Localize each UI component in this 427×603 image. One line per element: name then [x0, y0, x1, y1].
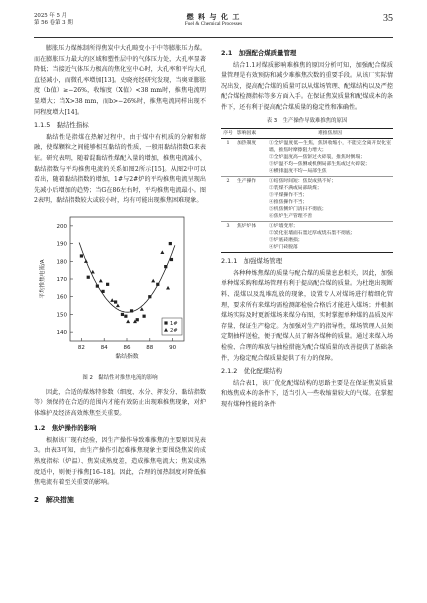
figure-caption: 图 2 黏结性对推焦电流的影响	[82, 374, 158, 381]
data-point-1	[156, 283, 159, 286]
row-reasons	[267, 139, 393, 177]
table-header: 影响因素	[235, 129, 267, 139]
table-header: 序号	[221, 129, 235, 139]
table-header: 难推焦原因	[267, 129, 393, 139]
table-3	[221, 128, 393, 253]
y-tick-label: 140	[56, 330, 67, 337]
data-point-2	[126, 319, 130, 323]
legend-label: 2#	[170, 327, 178, 334]
y-tick-label: 150	[56, 312, 67, 319]
section-heading: 1.2 焦炉操作的影响	[34, 424, 97, 433]
data-point-1	[170, 258, 173, 261]
section-heading: 2 解决措施	[34, 495, 74, 504]
reason-item: ④推焦操作不当；	[269, 200, 308, 206]
data-point-1	[80, 254, 83, 257]
section-heading: 2.1.2 优化配煤结构	[221, 367, 282, 376]
data-point-2	[91, 270, 95, 274]
data-point-2	[99, 279, 103, 283]
data-point-1	[121, 313, 124, 316]
y-tick-label: 200	[56, 223, 67, 230]
data-point-1	[106, 283, 109, 286]
page-number: 35	[383, 13, 393, 24]
section-heading: 1.1.5 黏结性指标	[34, 121, 89, 130]
paragraph: 因此，合适的煤炼特参数（细度、水分、挥发分、黏结指数等）须保持在合适的范围内才能有效防止出现难推焦现象，对炉体维护及经济高效炼焦至关重要。	[34, 388, 206, 417]
x-tick-label: 90	[169, 344, 177, 351]
paragraph: 各种种炼焦煤的质量与配合煤的质量息息相关，因此，加强单种煤采购和煤场管理有利于提高配合煤的质量。为杜绝出现断料、混煤以及乱堆乱放的现象，设置专人对煤场进行精细化管理，要求所有来煤均需检测部检验合格后才能进入煤场；并根据煤场实际及时更新煤场来煤分布图，实时掌握单种煤的品质及库存量，保证生产稳定。为加强对生产的指导性，煤场管理人员须定期抽样送检，便于配煤人员了解各煤种的质量。通过来煤入场检验、合理的堆放与抽检措施为配合煤质量的改善提供了基础条件，为稳定配合煤质量提供了有力的保障。	[221, 269, 393, 362]
y-tick-label: 190	[56, 241, 67, 248]
header-date: 2025 年 5 月	[34, 13, 68, 19]
data-point-1	[87, 276, 90, 279]
journal-title-en: Fuel & Chemical Processes	[184, 21, 243, 27]
reason-item: ⑥焦炉生产管理不善	[269, 214, 313, 220]
x-tick-label: 88	[146, 344, 154, 351]
data-point-2	[160, 250, 164, 254]
reason-item: ②全炉温度高—焦饼过火碎裂，推焦时倒塌；	[269, 155, 365, 161]
journal-title-cn: 燃 料 与 化 工	[186, 12, 241, 21]
page-header	[34, 12, 393, 38]
data-point-2	[110, 298, 114, 302]
paragraph: 结合表1，该厂优化配煤结构的思路主要是在保证焦炭质量和炼焦成本的条件下，适当引入一些收缩量较大的气煤。在掌握现有煤种性能的条件	[221, 379, 393, 408]
data-point-1	[136, 318, 139, 321]
reason-item: ③炉底砖磨损；	[269, 238, 303, 244]
paragraph: 结合1.1对煤质影响难推焦的原因分析可知，加强配合煤质量管理是有效预防和减少难推焦次数的重要手段。从该厂实际情况出发，提高配合煤的质量可以从煤场管理、配煤结构以及严控配合煤检测指标等多方面入手。在保证焦炭质量和配煤成本的条件下，还有利于提高配合煤质量的稳定性和准确性。	[221, 61, 393, 111]
section-heading: 2.1 加强配合煤质量管理	[221, 49, 297, 57]
reason-item: ②装煤不满或局部缺煤；	[269, 186, 322, 192]
reason-item: ④炉门砖脱落	[269, 245, 298, 251]
x-tick-label: 86	[123, 344, 131, 351]
header-issue: 第 56 卷第 3 期	[34, 20, 73, 26]
reason-item: ⑤机焦侧炉门清扫不彻底；	[269, 207, 327, 213]
data-point-1	[96, 284, 99, 287]
row-factor: 加热制度	[237, 141, 257, 147]
table-caption: 表 3 生产操作导致难推焦的原因	[266, 117, 348, 124]
paragraph: 根据该厂现有经验，因生产操作导致难推焦的主要原因见表3。由表3可知，由生产操作引起难推焦现象主要围绕焦炭的成熟度指标（炉温）、焦炭成熟度差，造成推焦电流大；焦炭成熟度适中，则便于推焦[16–18]。因此，合理的加热制度对降低推焦电流有着至关重要的影响。	[34, 436, 206, 487]
data-point-2	[166, 286, 170, 290]
data-point-1	[130, 309, 133, 312]
y-tick-label: 160	[56, 294, 67, 301]
row-number: 2	[221, 177, 235, 222]
x-tick-label: 82	[77, 344, 85, 351]
table-row	[221, 177, 393, 222]
x-tick-label: 84	[100, 344, 108, 351]
paragraph: 膨胀压力煤炼制所得焦炭中大孔畸变小于中等膨胀压力煤。而在膨胀压力最大的区域和塑性层中的气体压力处，大孔率显著降低；当接近气体压力极高的焦化室中心时，大孔率和平均大孔直径减小，而微孔率增加[13]。史晓亮经研究发现，当奥亚膨胀度（b值）≥−26%，收缩度（X值）<38 mm时，推焦电流明显增大；当X>38 mm，而b>−26%时，推焦电流同样出现不同程度增大[14]。	[34, 45, 206, 116]
data-point-1	[169, 242, 172, 245]
y-axis-label: 平均推焦电流/A	[40, 259, 46, 299]
data-point-1	[124, 315, 127, 318]
y-tick-label: 170	[56, 276, 67, 283]
data-point-2	[151, 279, 155, 283]
row-reasons	[267, 177, 393, 222]
row-reasons	[267, 222, 393, 253]
paragraph: 黏结性是指煤在热解过程中，由于煤中有机质的分解和熔融，使煤颗粒之间能够相互黏结的性质，一般用黏结指数G来表征。研究表明，随着混黏结性煤配入量的增加，推焦电流减小，黏结指数与平均推焦电流的关系如图2所示[15]。从图2中可以看出，随着黏结指数的增加，1#与2#炉的平均推焦电流呈现出先减小后增加的趋势；当G在86左右时，平均推焦电流最小。图2表明，黏结指数较大或较小时，均有可能出现推焦困难现象。	[34, 133, 206, 205]
y-tick-label: 180	[56, 259, 67, 266]
row-factor: 生产操作	[235, 177, 267, 222]
data-point-1	[143, 315, 146, 318]
data-point-2	[84, 259, 88, 263]
legend-marker	[164, 321, 167, 324]
row-number: 1	[226, 141, 230, 147]
reason-item: ④横排温度不均—局部生焦	[269, 169, 327, 175]
reason-item: ③平煤操作不当；	[269, 193, 308, 199]
reason-item: ①结焦时间短：焦炭成熟不好；	[269, 179, 337, 185]
scatter-chart	[34, 211, 206, 371]
figure-2	[34, 211, 206, 371]
row-factor: 焦炉炉体	[235, 222, 267, 253]
data-point-1	[114, 300, 117, 303]
reason-item: ②炭化室墙面石墨过厚或烧石墨不彻底；	[269, 231, 356, 237]
trend-line	[79, 242, 175, 312]
right-column	[221, 44, 393, 410]
reason-item: ③炉温不均—焦侧或机侧局部生焦或过火碎裂；	[269, 162, 370, 168]
row-number: 3	[221, 222, 235, 253]
data-point-1	[101, 290, 104, 293]
x-axis-label: 黏结指数	[115, 353, 139, 360]
data-point-2	[116, 303, 120, 307]
legend-label: 1#	[170, 320, 178, 327]
data-point-1	[148, 295, 151, 298]
reason-item: ①全炉温度低—生焦，焦饼收缩小，不能完全离开炭化室墙，推焦时摩擦阻力增大；	[269, 141, 391, 154]
table-row	[221, 222, 393, 253]
left-column	[34, 44, 206, 509]
reason-item: ①炉墙变形；	[269, 224, 298, 230]
table-row	[221, 139, 393, 177]
section-heading: 2.1.1 加强煤场管理	[221, 257, 282, 266]
data-point-1	[164, 265, 167, 268]
